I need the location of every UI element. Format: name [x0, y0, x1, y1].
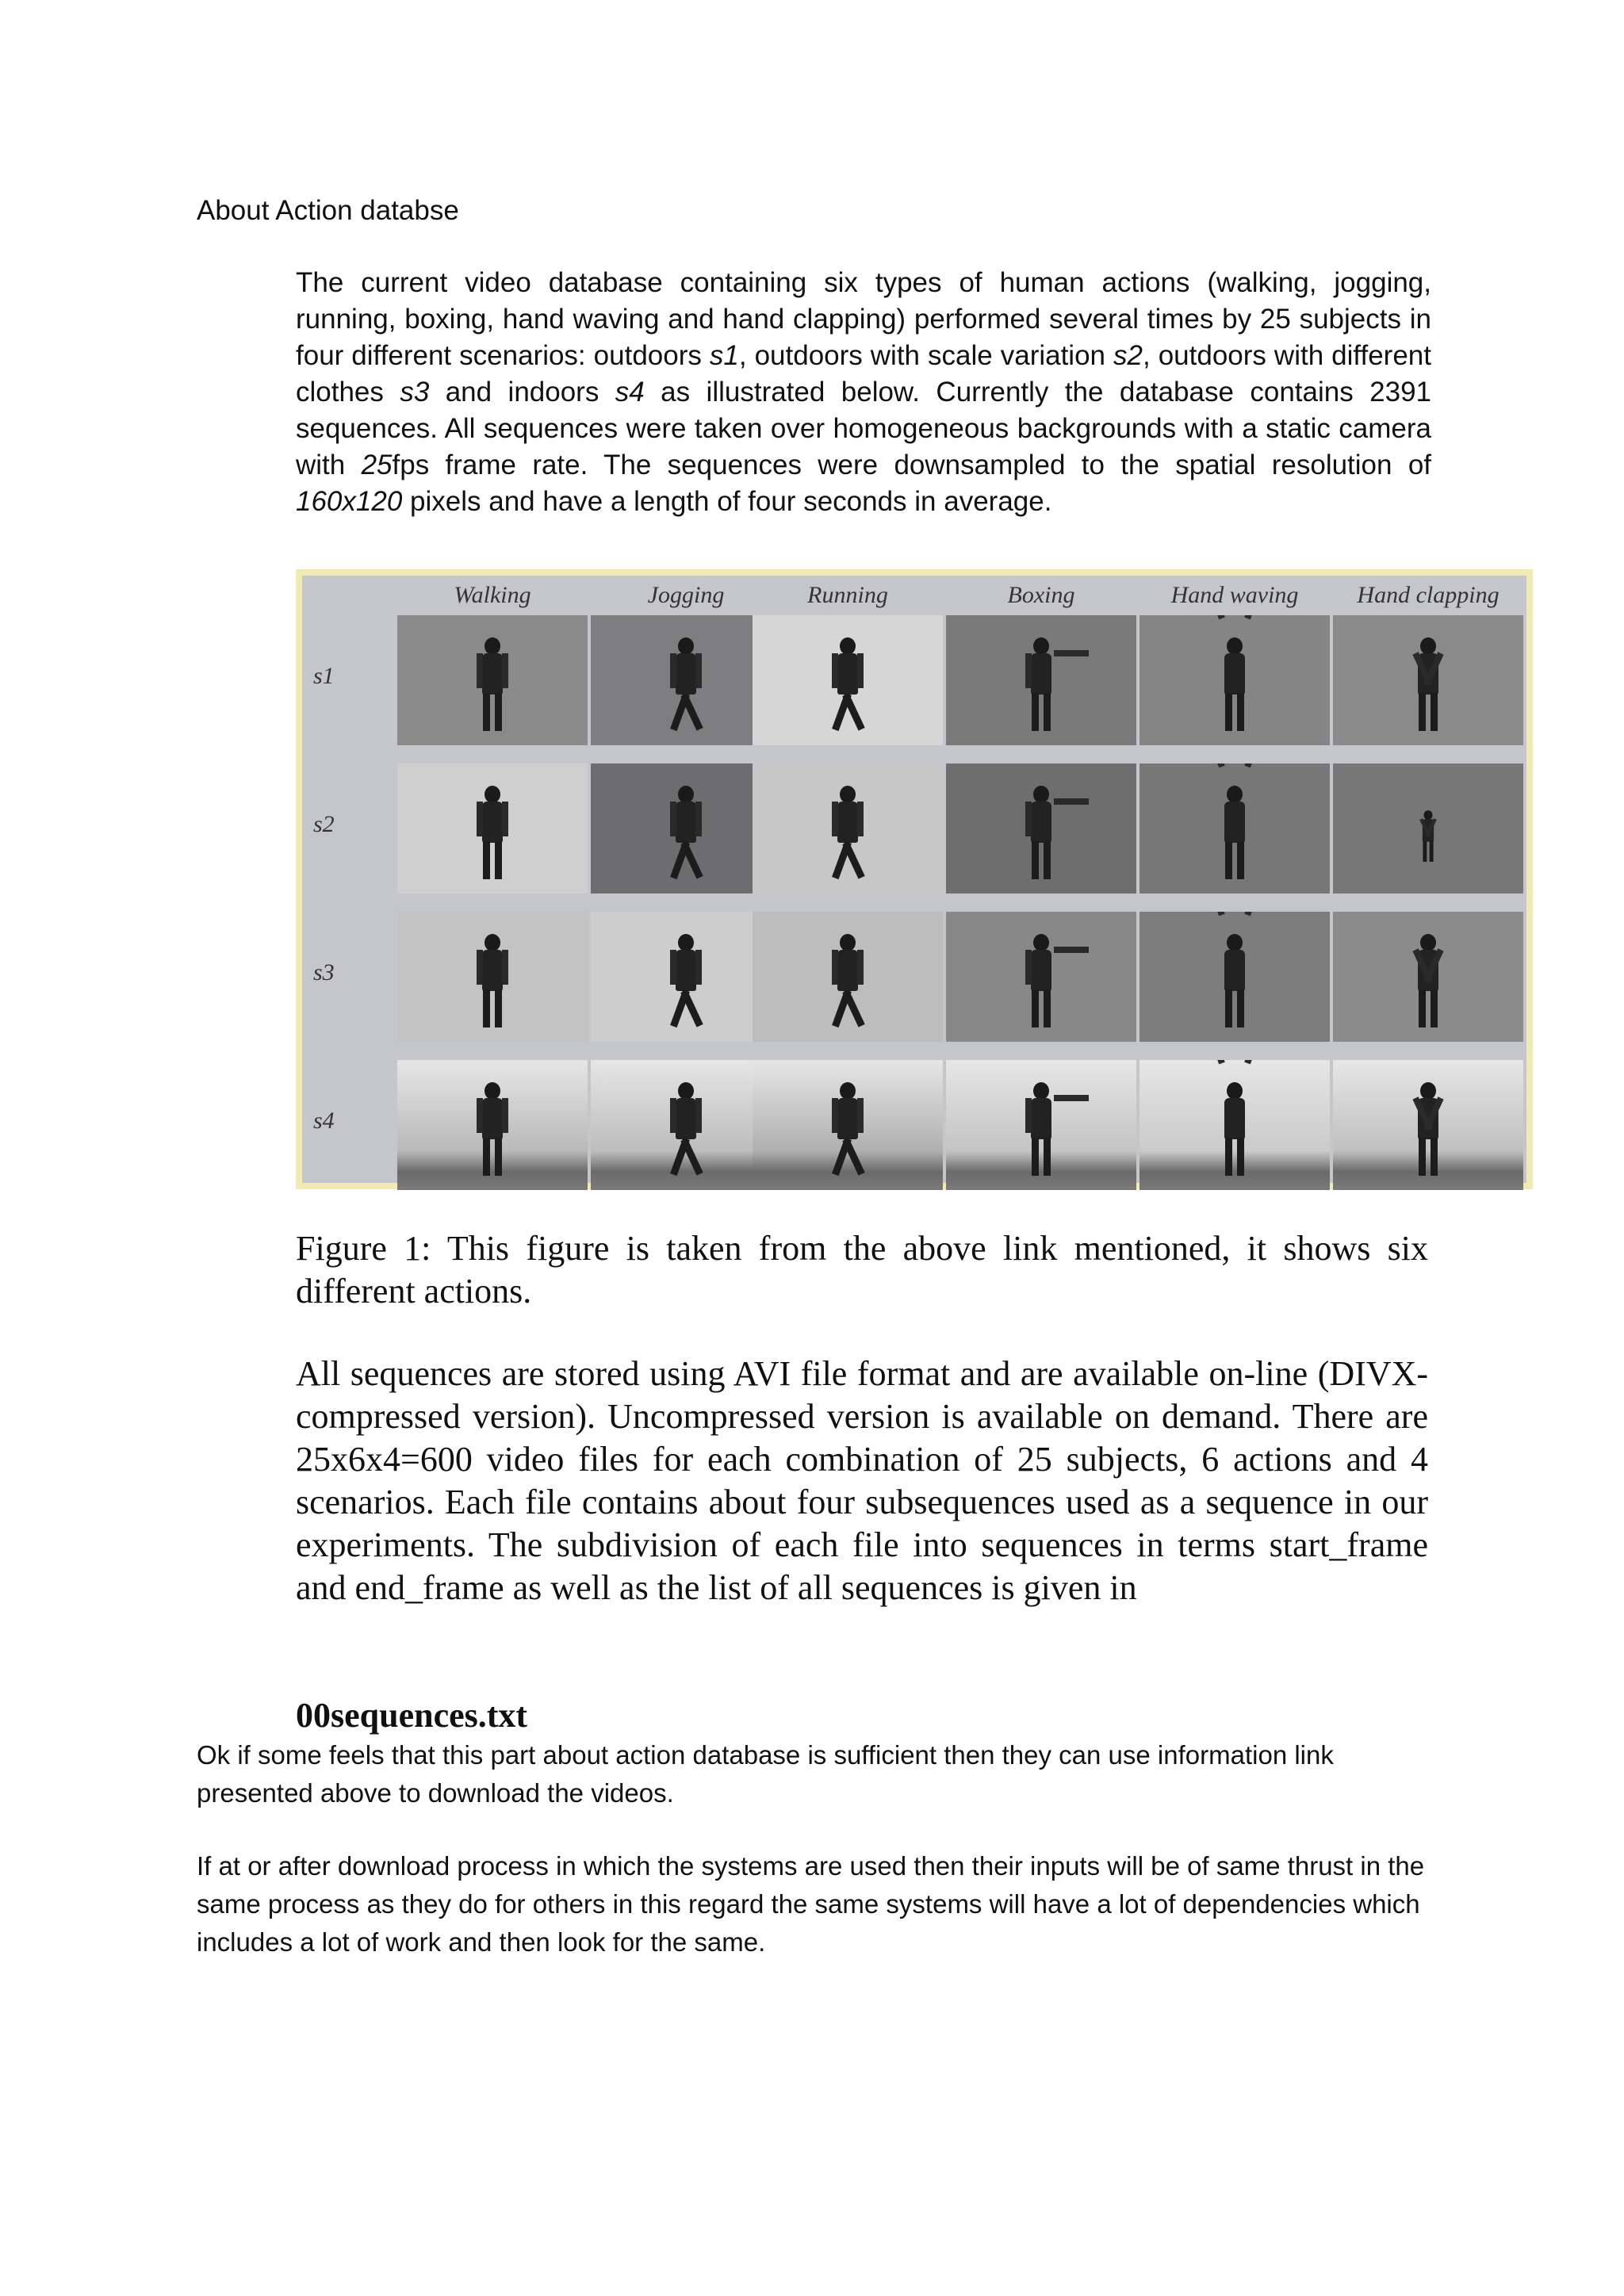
video-frame-s1-hand-clapping	[1333, 615, 1523, 745]
action-figure	[296, 569, 1533, 1189]
video-frame-s2-boxing	[946, 763, 1136, 894]
column-label-boxing: Boxing	[1007, 582, 1075, 608]
video-frame-s4-running	[753, 1060, 943, 1190]
paragraph-dependencies: If at or after download process in which the systems are used then their inputs will be of same thrust in the same process as they do for others in this regard the same systems will have a lot of dependencies which includes a lot of work and then look for the same.	[197, 1851, 1425, 1957]
intro-text: as illustrated below. Currently the database contains 2391 sequences. All sequences were taken over homogeneous backgrounds with a static camera with	[296, 377, 1431, 480]
figure-grid	[302, 576, 1526, 1183]
sequences-paragraph: All sequences are stored using AVI file format and are available on-line (DIVX-compressed version). Uncompressed version is available on demand. There are 25x6x4=600 video files for each combination of 25 subjects, 6 actions and 4 scenarios. Each file contains about four subsequences used as a sequence in our experiments. The subdivision of each file into sequences in terms start_frame and end_frame as well as the list of all sequences is given in	[296, 1354, 1428, 1607]
video-frame-s4-boxing	[946, 1060, 1136, 1190]
video-frame-s3-hand-waving	[1139, 912, 1330, 1042]
video-frame-s2-hand-clapping	[1333, 763, 1523, 894]
scenario-s1: s1	[709, 340, 739, 371]
video-frame-s3-walking	[397, 912, 588, 1042]
column-label-walking: Walking	[454, 582, 531, 608]
video-frame-s3-running	[753, 912, 943, 1042]
intro-text: and indoors	[429, 377, 615, 408]
video-frame-s4-hand-waving	[1139, 1060, 1330, 1190]
column-label-hand-clapping: Hand clapping	[1357, 582, 1500, 608]
video-frame-s4-hand-clapping	[1333, 1060, 1523, 1190]
frame-rate: 25	[361, 450, 393, 480]
video-frame-s3-hand-clapping	[1333, 912, 1523, 1042]
intro-text: pixels and have a length of four seconds in average.	[402, 486, 1052, 517]
video-frame-s1-walking	[397, 615, 588, 745]
intro-text: , outdoors with different clothes	[296, 340, 1431, 408]
figure-caption: Figure 1: This figure is taken from the above link mentioned, it shows six different actions.	[296, 1229, 1428, 1311]
intro-paragraph	[296, 265, 1431, 520]
column-label-hand-waving: Hand waving	[1170, 582, 1299, 608]
video-frame-s2-running	[753, 763, 943, 894]
video-frame-s2-walking	[397, 763, 588, 894]
scenario-s3: s3	[400, 377, 430, 408]
row-label-s2: s2	[313, 811, 335, 837]
row-label-s1: s1	[313, 663, 335, 689]
page-title: About Action databse	[197, 195, 459, 226]
intro-text: fps frame rate. The sequences were downsampled to the spatial resolution of	[392, 450, 1432, 480]
video-frame-s1-boxing	[946, 615, 1136, 745]
column-label-running: Running	[807, 582, 888, 608]
scenario-s4: s4	[615, 377, 645, 408]
intro-text: The current video database containing six types of human actions (walking, jogging, running, boxing, hand waving and hand clapping) performed several times by 25 subjects in four different scenarios: outdoors	[296, 267, 1431, 371]
sequences-file-link[interactable]: 00sequences.txt	[296, 1696, 528, 1735]
resolution: 160x120	[296, 486, 403, 517]
row-label-s3: s3	[313, 959, 335, 985]
column-label-jogging: Jogging	[647, 582, 725, 608]
video-frame-s3-boxing	[946, 912, 1136, 1042]
intro-text: , outdoors with scale variation	[738, 340, 1114, 371]
video-frame-s1-running	[753, 615, 943, 745]
scenario-s2: s2	[1113, 340, 1143, 371]
paragraph-download: Ok if some feels that this part about action database is sufficient then they can use information link presented above to download the videos.	[197, 1740, 1334, 1808]
video-frame-s2-hand-waving	[1139, 763, 1330, 894]
video-frame-s1-hand-waving	[1139, 615, 1330, 745]
row-label-s4: s4	[313, 1108, 335, 1134]
video-frame-s4-walking	[397, 1060, 588, 1190]
